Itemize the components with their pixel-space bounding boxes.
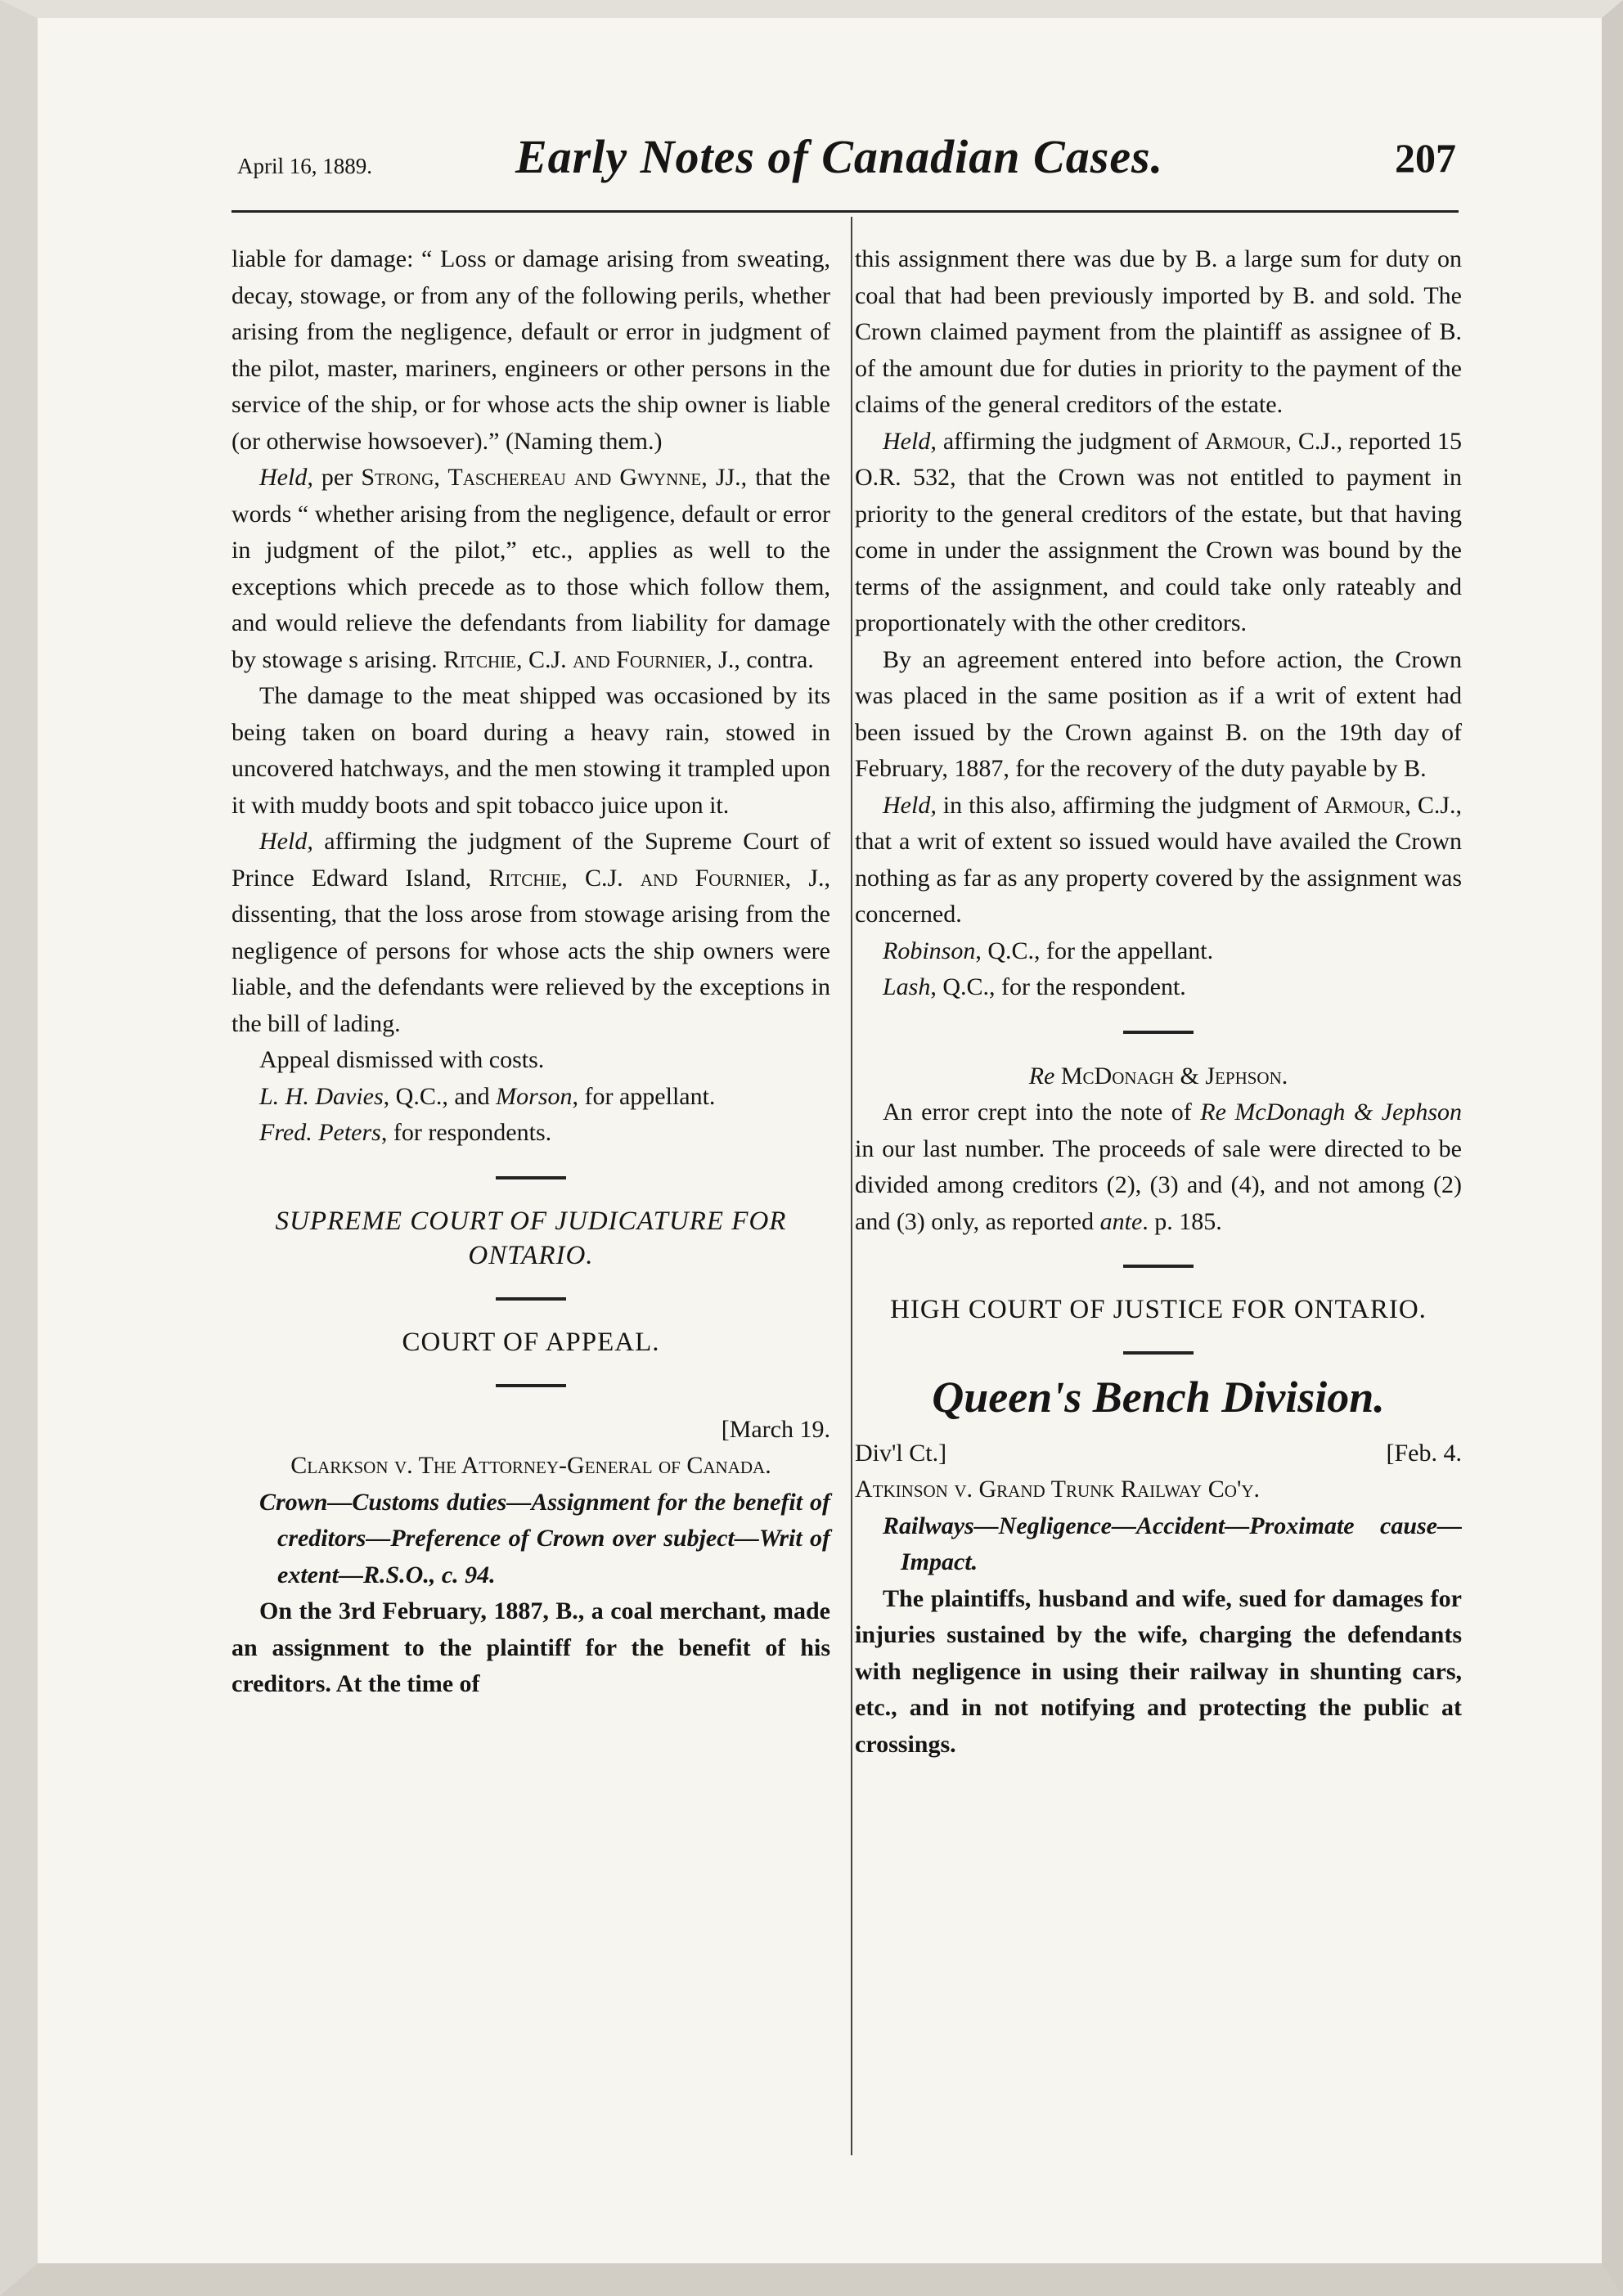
section-heading: HIGH COURT OF JUSTICE FOR ONTARIO. — [890, 1295, 1427, 1324]
headnote: Crown—Customs duties—Assignment for the benefit of creditors—Preference of Crown over subject—Writ of extent—R.S.O., c. 94. — [259, 1488, 830, 1588]
section-rule — [496, 1297, 566, 1301]
section-rule — [1123, 1265, 1194, 1268]
section-rule — [496, 1384, 566, 1387]
paragraph: Held, in this also, affirming the judgment of Armour, C.J., that a writ of extent so issued would have availed the Crown nothing as far as any property covered by the assignment was concerned. — [855, 791, 1462, 928]
column-divider — [851, 217, 852, 2155]
paragraph: Appeal dismissed with costs. — [259, 1046, 545, 1073]
paragraph: liable for damage: “ Loss or damage arising from sweating, decay, stowage, or from any of the following perils, whether arising from the negligence, default or error in judgment of the pilot, master, mariners, engineers or other persons in the service of the ship, or for whose acts the ship owner is liable (or otherwise howsoever).” (Naming them.) — [232, 245, 830, 455]
case-meta-row — [855, 1436, 1462, 1472]
section-rule — [1123, 1351, 1194, 1355]
paragraph: The plaintiffs, husband and wife, sued for damages for injuries sustained by the wife, charging the defendants with negligence in using their railway in shunting cars, etc., and in not notifying and protecting the public at crossings. — [855, 1584, 1462, 1758]
left-column — [232, 241, 830, 1703]
section-rule — [1123, 1031, 1194, 1034]
journal-title: Early Notes of Canadian Cases. — [515, 130, 1164, 183]
paragraph: Robinson, Q.C., for the appellant. — [883, 937, 1214, 964]
paragraph: Held, affirming the judgment of Armour, C.J., reported 15 O.R. 532, that the Crown was not entitled to payment in priority to the general creditors of the estate, but that having come in under the assignment the Crown was bound by the terms of the assignment, and could take only rateably and proportionately with the other creditors. — [855, 427, 1462, 636]
paragraph: L. H. Davies, Q.C., and Morson, for appellant. — [259, 1082, 716, 1110]
headnote: Railways—Negligence—Accident—Proximate cause—Impact. — [883, 1512, 1462, 1575]
case-date: [Feb. 4. — [1386, 1439, 1462, 1467]
court-label: Div'l Ct.] — [855, 1439, 947, 1467]
case-title: Atkinson v. Grand Trunk Railway Co'y. — [855, 1476, 1261, 1503]
running-header — [237, 123, 1456, 188]
paragraph: Fred. Peters, for respondents. — [259, 1119, 552, 1146]
paragraph: An error crept into the note of Re McDonagh & Jephson in our last number. The proceeds of sale were directed to be divided among creditors (2), (3) and (4), and not among (2) and (3) only, as reported ante. p. 185. — [855, 1099, 1462, 1235]
right-column — [855, 241, 1462, 1763]
section-rule — [496, 1176, 566, 1179]
paragraph: On the 3rd February, 1887, B., a coal merchant, made an assignment to the plaintiff for the benefit of his creditors. At the time of — [232, 1597, 830, 1697]
paragraph: Lash, Q.C., for the respondent. — [883, 973, 1186, 1000]
case-date: [March 19. — [721, 1415, 830, 1443]
paragraph: this assignment there was due by B. a large sum for duty on coal that had been previously imported by B. and sold. The Crown claimed payment from the plaintiff as assignee of B. of the amount due for duties in priority to the payment of the claims of the general creditors of the estate. — [855, 245, 1462, 418]
header-date: April 16, 1889. — [237, 154, 372, 178]
section-heading: SUPREME COURT OF JUDICATURE FOR ONTARIO. — [275, 1206, 787, 1270]
header-rule — [232, 210, 1459, 213]
case-heading: Re McDonagh & Jephson. — [1028, 1062, 1288, 1090]
paragraph: Held, per Strong, Taschereau and Gwynne, JJ., that the words “ whether arising from the negligence, default or error in judgment of the pilot,” etc., applies as well to the exceptions which precede as to those which follow them, and would relieve the defendants from liability for damage by stowage s arising. Ritchie, C.J. and Fournier, J., contra. — [232, 464, 830, 673]
paragraph: By an agreement entered into before action, the Crown was placed in the same position as if a writ of extent had been issued by the Crown against B. on the 19th day of February, 1887, for the recovery of the duty payable by B. — [855, 645, 1462, 782]
division-heading: Queen's Bench Division. — [932, 1373, 1385, 1422]
subsection-heading: COURT OF APPEAL. — [402, 1327, 660, 1357]
paragraph: Held, affirming the judgment of the Supreme Court of Prince Edward Island, Ritchie, C.J. and Fournier, J., dissenting, that the loss arose from stowage arising from the negligence of persons for whose acts the ship owners were liable, and the defendants were relieved by the exceptions in the bill of lading. — [232, 828, 830, 1037]
case-title: Clarkson v. The Attorney-General of Canada. — [290, 1452, 771, 1479]
page-number: 207 — [1395, 135, 1456, 181]
paragraph: The damage to the meat shipped was occasioned by its being taken on board during a heavy rain, stowed in uncovered hatchways, and the men stowing it trampled upon it with muddy boots and spit tobacco juice upon it. — [232, 682, 830, 819]
